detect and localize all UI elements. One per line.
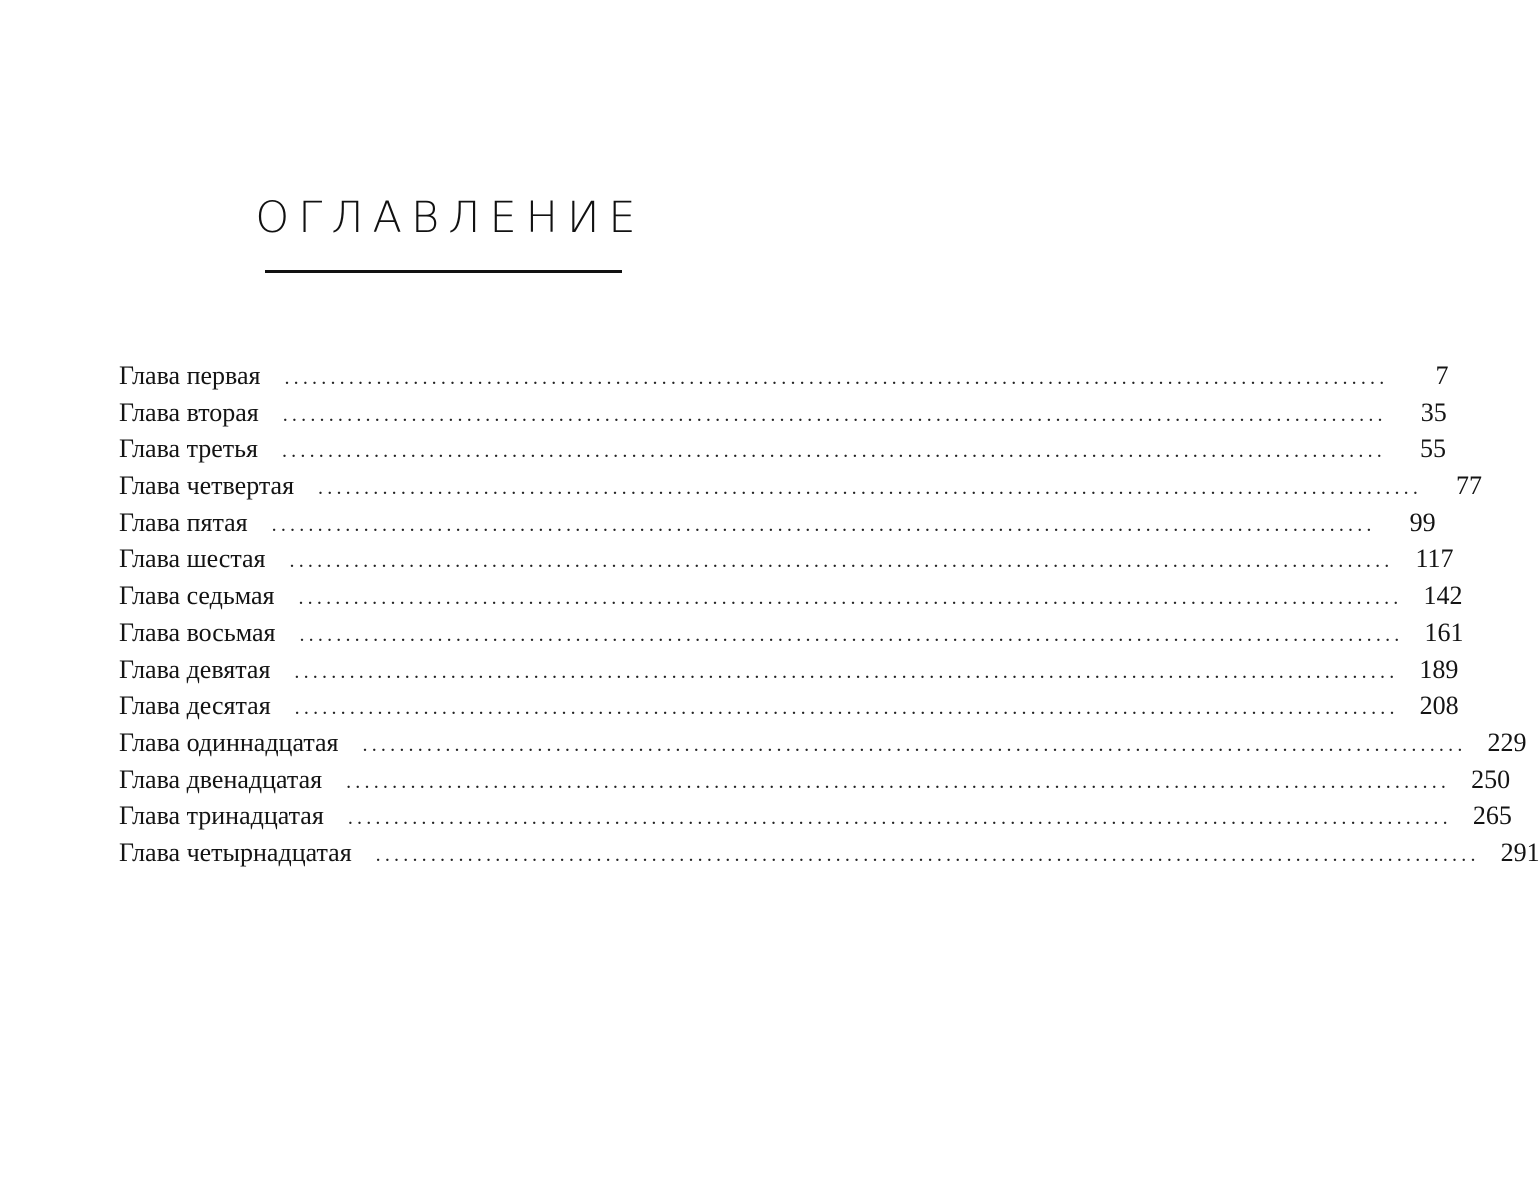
toc-entry bbox=[119, 541, 1454, 578]
toc-entry-title: Глава пятая bbox=[119, 507, 248, 537]
toc-entry-title: Глава первая bbox=[119, 361, 261, 390]
toc-entry bbox=[119, 725, 1527, 762]
toc-dot-leader: ........................................................................................................................ bbox=[294, 697, 1399, 720]
toc-entry-title: Глава тринадцатая bbox=[119, 801, 324, 831]
toc-entry-title: Глава вторая bbox=[119, 397, 259, 427]
toc-dot-leader: ........................................................................................................................ bbox=[271, 513, 1376, 536]
toc-entry-title: Глава девятая bbox=[119, 654, 271, 684]
toc-entry bbox=[119, 762, 1511, 799]
toc-entry-page: 189 bbox=[1419, 654, 1459, 684]
toc-entry-page: 161 bbox=[1424, 617, 1464, 647]
title-underline bbox=[265, 270, 622, 273]
toc-entry-page: 99 bbox=[1409, 507, 1436, 537]
toc-dot-leader: ........................................................................................................................ bbox=[282, 403, 1387, 426]
toc-entry bbox=[119, 798, 1512, 835]
toc-entry-title: Глава двенадцатая bbox=[119, 764, 323, 794]
toc-dot-leader: ........................................................................................................................ bbox=[298, 587, 1403, 610]
toc-entry-page: 117 bbox=[1415, 544, 1454, 574]
toc-entry bbox=[119, 835, 1540, 872]
toc-entry-title: Глава четвертая bbox=[119, 471, 295, 501]
toc-entry-page: 208 bbox=[1419, 691, 1459, 721]
toc-entry-page: 35 bbox=[1420, 397, 1447, 427]
toc-entry-title: Глава одиннадцатая bbox=[119, 727, 339, 757]
toc-entry-page: 142 bbox=[1423, 581, 1463, 611]
toc-dot-leader: ........................................................................................................................ bbox=[284, 367, 1389, 389]
toc-entry bbox=[119, 578, 1463, 615]
toc-dot-leader: ........................................................................................................................ bbox=[289, 550, 1394, 573]
toc-entry bbox=[119, 358, 1449, 395]
toc-entry-page: 77 bbox=[1456, 471, 1483, 501]
toc-dot-leader: ........................................................................................................................ bbox=[347, 807, 1452, 830]
toc-entry-title: Глава четырнадцатая bbox=[119, 837, 352, 867]
toc-dot-leader: ........................................................................................................................ bbox=[318, 477, 1423, 500]
toc-entry-page: 55 bbox=[1419, 434, 1446, 464]
toc-entry-page: 291 bbox=[1500, 837, 1540, 867]
toc-entry-title: Глава десятая bbox=[119, 691, 271, 721]
toc-entry bbox=[119, 505, 1436, 542]
toc-entry-title: Глава восьмая bbox=[119, 617, 276, 647]
toc-dot-leader: ........................................................................................................................ bbox=[362, 733, 1467, 756]
toc-entry-page: 250 bbox=[1471, 764, 1511, 794]
toc-entry-page: 7 bbox=[1435, 361, 1449, 390]
toc-entry-page: 229 bbox=[1487, 727, 1527, 757]
toc-dot-leader: ........................................................................................................................ bbox=[281, 440, 1386, 463]
toc-entry bbox=[119, 395, 1447, 432]
toc-entry bbox=[119, 431, 1446, 468]
toc-entry-title: Глава шестая bbox=[119, 544, 266, 574]
toc-entry bbox=[119, 468, 1483, 505]
toc-entry-page: 265 bbox=[1472, 801, 1512, 831]
toc-dot-leader: ........................................................................................................................ bbox=[299, 623, 1404, 646]
toc-dot-leader: ........................................................................................................................ bbox=[346, 770, 1451, 793]
table-of-contents bbox=[119, 358, 1540, 872]
toc-dot-leader: ........................................................................................................................ bbox=[375, 843, 1480, 866]
toc-entry bbox=[119, 688, 1459, 725]
toc-entry-title: Глава седьмая bbox=[119, 581, 275, 611]
page-title: ОГЛАВЛЕНИЕ bbox=[255, 193, 645, 243]
toc-entry bbox=[119, 615, 1464, 652]
toc-dot-leader: ........................................................................................................................ bbox=[294, 660, 1399, 683]
toc-entry-title: Глава третья bbox=[119, 434, 258, 464]
toc-entry bbox=[119, 652, 1459, 689]
